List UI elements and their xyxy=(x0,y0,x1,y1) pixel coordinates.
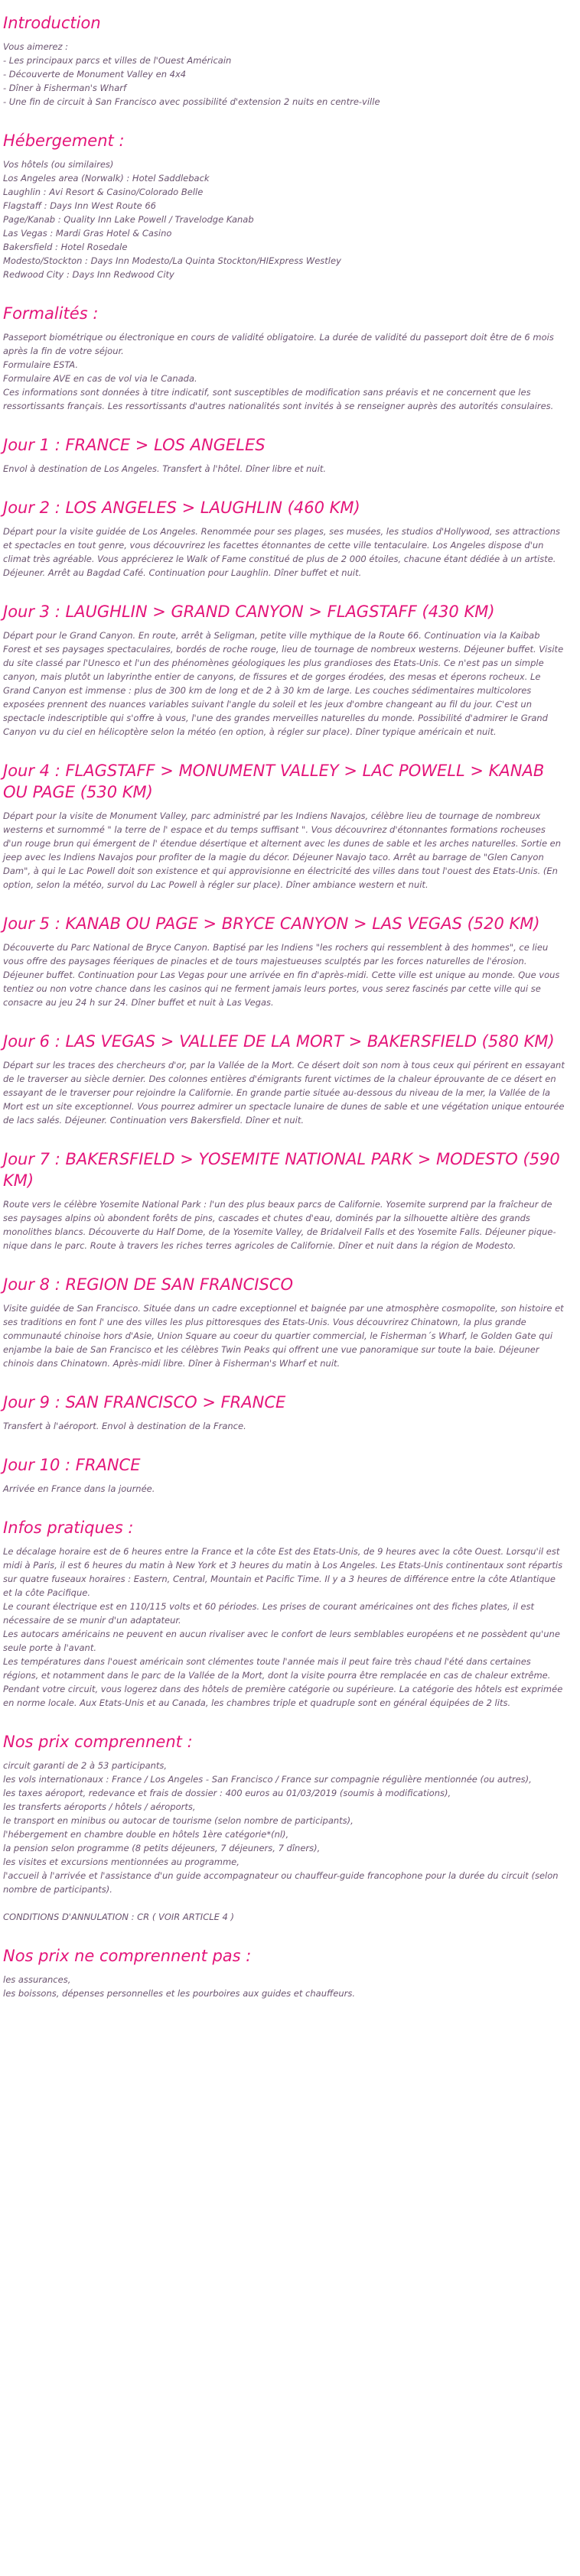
day-title: Jour 5 : KANAB OU PAGE > BRYCE CANYON > LAS VEGAS (520 KM) xyxy=(3,914,540,933)
day-section xyxy=(3,601,566,739)
cancellation-conditions: CONDITIONS D'ANNULATION : CR ( VOIR ARTICLE 4 ) xyxy=(3,1912,235,1922)
day-section xyxy=(3,913,566,1009)
day-section xyxy=(3,760,566,892)
day-section xyxy=(3,497,566,580)
hotel-line: Laughlin : Avi Resort & Casino/Colorado Belle xyxy=(3,187,204,197)
day-text: Route vers le célèbre Yosemite National Park : l'un des plus beaux parcs de Californie. Yosemite surprend par la fraîcheur de ses paysages alpins où abondent forêts de pins, cascades et chutes d'eau, dominés par la silhouette altière des grands monolithes blancs. Découverte du Half Dome, de la Yosemite Valley, de Bridalveil Falls et des Yosemite Falls. Déjeuner pique-nique dans le parc. Route à travers les riches terres agricoles de Californie. Dîner et nuit dans la région de Modesto. xyxy=(3,1199,556,1251)
price-item: les vols internationaux : France / Los Angeles - San Francisco / France sur compagnie régulière mentionnée (ou autres), xyxy=(3,1774,532,1785)
day-text: Visite guidée de San Francisco. Située dans un cadre exceptionnel et baignée par une atmosphère cosmopolite, son histoire et ses traditions en font l' une des villes les plus pittoresques des Etats-Unis. Vous découvrirez Chinatown, la plus grande communauté chinoise hors d'Asie, Union Square au coeur du quartier commercial, le Fisherman´s Wharf, le Golden Gate qui enjambe la baie de San Francisco et les célèbres Twin Peaks qui offrent une vue panoramique sur toute la baie. Déjeuner chinois dans Chinatown. Après-midi libre. Dîner à Fisherman's Wharf et nuit. xyxy=(3,1303,564,1369)
prix-ne-comprend-section xyxy=(3,1945,566,2000)
hotel-line: Redwood City : Days Inn Redwood City xyxy=(3,269,174,280)
info-line: Pendant votre circuit, vous logerez dans des hôtels de première catégorie ou supérieure. La catégorie des hôtels est exprimée en norme locale. Aux Etats-Unis et au Canada, les chambres triple et quadruple sont en général équipées de 2 lits. xyxy=(3,1684,563,1708)
price-item: l'accueil à l'arrivée et l'assistance d'un guide accompagnateur ou chauffeur-guide francophone pour la durée du circuit (selon nombre de participants). xyxy=(3,1870,559,1895)
info-line: Les autocars américains ne peuvent en aucun rivaliser avec le confort de leurs semblables européens et ne possèdent qu'une seule porte à l'avant. xyxy=(3,1629,560,1653)
info-line: Le courant électrique est en 110/115 volts et 60 périodes. Les prises de courant américaines ont des fiches plates, il est nécessaire de se munir d'un adaptateur. xyxy=(3,1601,534,1626)
section-title: Introduction xyxy=(3,14,101,32)
day-title: Jour 6 : LAS VEGAS > VALLEE DE LA MORT > BAKERSFIELD (580 KM) xyxy=(3,1032,555,1051)
day-section xyxy=(3,1148,566,1252)
hebergement-section xyxy=(3,130,566,281)
day-title: Jour 4 : FLAGSTAFF > MONUMENT VALLEY > LAC POWELL > KANAB OU PAGE (530 KM) xyxy=(3,762,545,801)
hotel-line: Flagstaff : Days Inn West Route 66 xyxy=(3,200,156,211)
day-title: Jour 7 : BAKERSFIELD > YOSEMITE NATIONAL PARK > MODESTO (590 KM) xyxy=(3,1150,560,1190)
section-title: Infos pratiques : xyxy=(3,1519,134,1537)
formalites-section xyxy=(3,303,566,413)
hotel-line: Page/Kanab : Quality Inn Lake Powell / Travelodge Kanab xyxy=(3,214,254,225)
day-text: Départ pour la visite de Monument Valley, parc administré par les Indiens Navajos, célèbre lieu de tournage de nombreux westerns et surnommé " la terre de l' espace et du temps suffisant ". Vous découvrirez d'étonnantes formations rocheuses d'un rouge brun qui émergent de l' étendue désertique et alternent avec les dunes de sable et les arches naturelles. Sortie en jeep avec les Indiens Navajos pour profiter de la magie du décor. Déjeuner Navajo taco. Arrêt au barrage de "Glen Canyon Dam", à qui le Lac Powell doit son existence et qui approvisionne en électricité des villes dans tout l'ouest des Etats-Unis. (En option, selon la météo, survol du Lac Powell à régler sur place). Dîner ambiance western et nuit. xyxy=(3,810,562,890)
excluded-item: les assurances, xyxy=(3,1974,71,1985)
section-title: Nos prix comprennent : xyxy=(3,1733,193,1751)
hotel-line: Bakersfield : Hotel Rosedale xyxy=(3,242,128,252)
day-text: Départ pour le Grand Canyon. En route, arrêt à Seligman, petite ville mythique de la Route 66. Continuation via la Kaibab Forest et ses paysages spectaculaires, bordés de roche rouge, lieu de tournage de nombreux westerns. Déjeuner buffet. Visite du site classé par l'Unesco et l'un des phénomènes géologiques les plus grandioses des Etats-Unis. Ce n'est pas un simple canyon, mais plutôt un labyrinthe entier de canyons, de fissures et de gorges érodées, des mesas et éperons rocheux. Le Grand Canyon est immense : plus de 300 km de long et de 2 à 30 km de large. Les couches sédimentaires multicolores exposées prennent des nuances variables suivant l'angle du soleil et les jeux d'ombre changeant au fil du jour. C'est un spectacle indescriptible qui s'offre à vous, l'une des grandes merveilles naturelles du monde. Possibilité d'admirer le Grand Canyon vu du ciel en hélicoptère selon la météo (en option, à régler sur place). Dîner typique américain et nuit. xyxy=(3,630,564,737)
price-item: les transferts aéroports / hôtels / aéroports, xyxy=(3,1801,196,1812)
intro-line: - Découverte de Monument Valley en 4x4 xyxy=(3,69,187,80)
intro-line: Vous aimerez : xyxy=(3,41,69,52)
day-title: Jour 3 : LAUGHLIN > GRAND CANYON > FLAGSTAFF (430 KM) xyxy=(3,603,495,621)
section-title: Hébergement : xyxy=(3,132,125,150)
hotel-line: Los Angeles area (Norwalk) : Hotel Saddleback xyxy=(3,173,210,184)
day-text: Arrivée en France dans la journée. xyxy=(3,1483,155,1494)
excluded-item: les boissons, dépenses personnelles et les pourboires aux guides et chauffeurs. xyxy=(3,1988,356,1999)
day-title: Jour 1 : FRANCE > LOS ANGELES xyxy=(3,436,266,454)
day-text: Départ sur les traces des chercheurs d'or, par la Vallée de la Mort. Ce désert doit son nom à tous ceux qui périrent en essayant de le traverser au siècle dernier. Des colonnes entières d'émigrants furent victimes de la chaleur éprouvante de ce désert en essayant de le traverser pour rejoindre la Californie. En grande partie située au-dessous du niveau de la mer, la Vallée de la Mort est un site exceptionnel. Vous pourrez admirer un spectacle lunaire de dunes de sable et une végétation unique entourée de lacs salés. Déjeuner. Continuation vers Bakersfield. Dîner et nuit. xyxy=(3,1060,565,1126)
introduction-section xyxy=(3,12,566,109)
intro-line: - Les principaux parcs et villes de l'Ouest Américain xyxy=(3,55,232,66)
day-section xyxy=(3,1392,566,1433)
hotel-line: Las Vegas : Mardi Gras Hotel & Casino xyxy=(3,228,172,239)
day-title: Jour 2 : LOS ANGELES > LAUGHLIN (460 KM) xyxy=(3,499,360,517)
day-title: Jour 10 : FRANCE xyxy=(3,1456,141,1474)
price-item: circuit garanti de 2 à 53 participants, xyxy=(3,1760,168,1771)
day-section xyxy=(3,1031,566,1127)
formalites-line: Formulaire AVE en cas de vol via le Canada. xyxy=(3,373,197,384)
day-section xyxy=(3,1274,566,1370)
intro-line: - Dîner à Fisherman's Wharf xyxy=(3,83,127,93)
day-text: Envol à destination de Los Angeles. Transfert à l'hôtel. Dîner libre et nuit. xyxy=(3,463,327,474)
info-line: Les températures dans l'ouest américain sont clémentes toute l'année mais il peut faire très chaud l'été dans certaines régions, et notamment dans le parc de la Vallée de la Mort, dont la visite pourra être remplacée en cas de chaleur extrême. xyxy=(3,1656,551,1681)
infos-section xyxy=(3,1517,566,1710)
price-item: l'hébergement en chambre double en hôtels 1ère catégorie*(nl), xyxy=(3,1829,289,1840)
day-title: Jour 8 : REGION DE SAN FRANCISCO xyxy=(3,1275,294,1294)
price-item: la pension selon programme (8 petits déjeuners, 7 déjeuners, 7 dîners), xyxy=(3,1843,321,1853)
section-title: Nos prix ne comprennent pas : xyxy=(3,1947,252,1965)
day-title: Jour 9 : SAN FRANCISCO > FRANCE xyxy=(3,1393,286,1411)
formalites-line: Formulaire ESTA. xyxy=(3,359,79,370)
intro-line: - Une fin de circuit à San Francisco avec possibilité d'extension 2 nuits en centre-ville xyxy=(3,96,380,107)
hotel-line: Vos hôtels (ou similaires) xyxy=(3,159,114,170)
price-item: le transport en minibus ou autocar de tourisme (selon nombre de participants), xyxy=(3,1815,354,1826)
day-text: Découverte du Parc National de Bryce Canyon. Baptisé par les Indiens "les rochers qui ressemblent à des hommes", ce lieu vous offre des paysages féeriques de pinacles et de tours majestueuses sculptés par les forces naturelles de l'érosion. Déjeuner buffet. Continuation pour Las Vegas pour une arrivée en fin d'après-midi. Cette ville est unique au monde. Que vous tentiez ou non votre chance dans les casinos qui ne ferment jamais leurs portes, vous serez fascinés par cette ville qui se consacre au jeu 24 h sur 24. Dîner buffet et nuit à Las Vegas. xyxy=(3,942,560,1008)
info-line: Le décalage horaire est de 6 heures entre la France et la côte Est des Etats-Unis, de 9 heures avec la côte Ouest. Lorsqu'il est midi à Paris, il est 6 heures du matin à New York et 3 heures du matin à Los Angeles. Les Etats-Unis continentaux sont répartis sur quatre fuseaux horaires : Eastern, Central, Mountain et Pacific Time. Il y a 3 heures de différence entre la côte Atlantique et la côte Pacifique. xyxy=(3,1546,563,1598)
formalites-line: Ces informations sont données à titre indicatif, sont susceptibles de modification sans préavis et ne concernent que les ressortissants français. Les ressortissants d'autres nationalités sont invités à se renseigner auprès des autorités consulaires. xyxy=(3,387,554,411)
day-text: Transfert à l'aéroport. Envol à destination de la France. xyxy=(3,1421,246,1431)
hotel-line: Modesto/Stockton : Days Inn Modesto/La Quinta Stockton/HIExpress Westley xyxy=(3,255,341,266)
price-item: les taxes aéroport, redevance et frais de dossier : 400 euros au 01/03/2019 (soumis à modifications), xyxy=(3,1788,451,1798)
prix-comprend-section xyxy=(3,1731,566,1924)
section-title: Formalités : xyxy=(3,304,99,323)
formalites-text: Passeport biométrique ou électronique en cours de validité obligatoire. La durée de validité du passeport doit être de 6 mois après la fin de votre séjour. xyxy=(3,332,554,356)
spacer xyxy=(3,1896,566,1910)
day-section xyxy=(3,434,566,476)
price-item: les visites et excursions mentionnées au programme, xyxy=(3,1856,239,1867)
day-text: Départ pour la visite guidée de Los Angeles. Renommée pour ses plages, ses musées, les studios d'Hollywood, ses attractions et spectacles en tout genre, vous découvrirez les facettes étonnantes de cette ville tentaculaire. Los Angeles dispose d'un climat très agréable. Vous apprécierez le Walk of Fame constitué de plus de 2 000 étoiles, chacune étant dédiée à un artiste. Déjeuner. Arrêt au Bagdad Café. Continuation pour Laughlin. Dîner buffet et nuit. xyxy=(3,526,561,578)
day-section xyxy=(3,1454,566,1496)
